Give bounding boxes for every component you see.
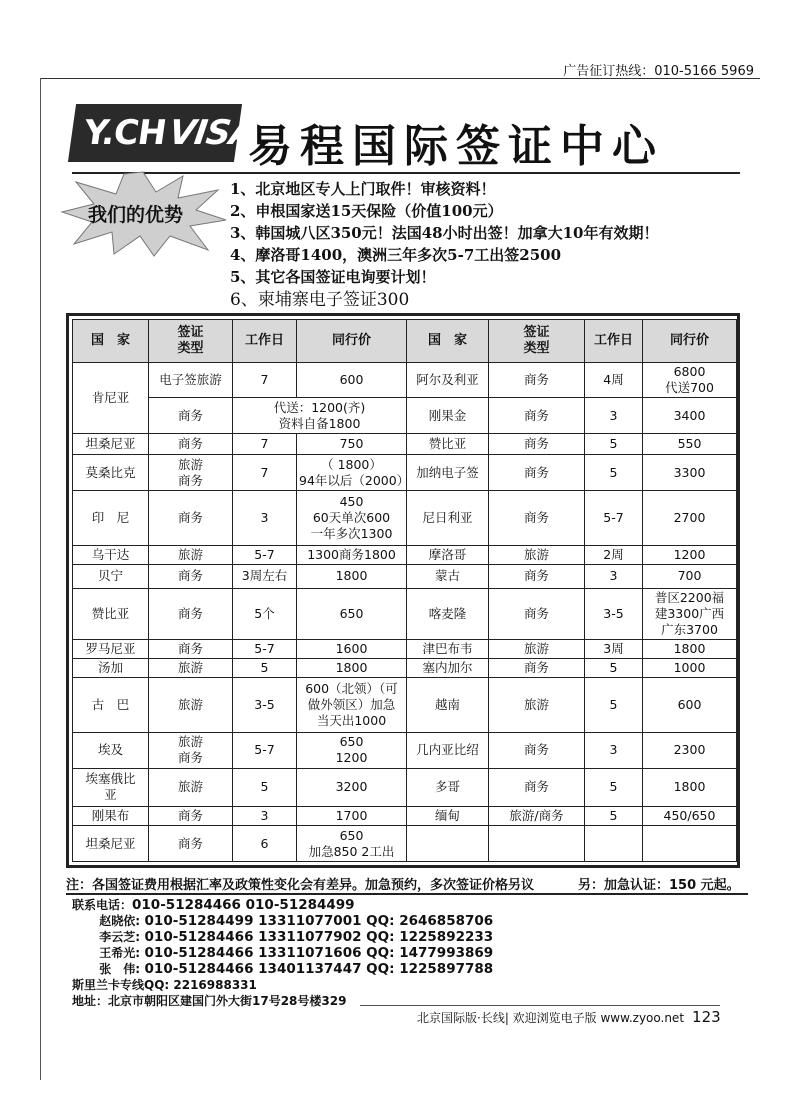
workdays-cell: 5-7 — [585, 490, 643, 545]
workdays-cell — [585, 826, 643, 862]
country-cell: 多哥 — [407, 768, 489, 807]
country-cell: 刚果布 — [73, 807, 149, 826]
visa-type-cell: 商务 — [489, 455, 585, 490]
workdays-cell: 3周左右 — [233, 564, 297, 588]
workdays-cell: 6 — [233, 826, 297, 862]
country-cell: 印 尼 — [73, 490, 149, 545]
visa-type-cell: 旅游 商务 — [149, 455, 233, 490]
logo-visa: VISA — [166, 113, 258, 153]
contact-block — [72, 896, 493, 1008]
table-header-row — [73, 320, 737, 363]
country-cell: 越南 — [407, 678, 489, 733]
price-cell: 1700 — [297, 807, 407, 826]
country-cell: 塞内加尔 — [407, 659, 489, 678]
visa-type-cell: 商务 — [149, 398, 233, 433]
note-rule — [66, 893, 748, 895]
header-country: 国 家 — [73, 320, 149, 363]
workdays-cell: 5-7 — [233, 545, 297, 564]
workdays-cell: 7 — [233, 455, 297, 490]
table-row — [73, 678, 737, 733]
country-cell: 莫桑比克 — [73, 455, 149, 490]
price-note — [66, 874, 740, 893]
price-cell: 700 — [643, 564, 737, 588]
price-cell: 1000 — [643, 659, 737, 678]
price-cell: 普区2200福 建3300广西 广东3700 — [643, 589, 737, 640]
workdays-cell: 5 — [585, 768, 643, 807]
contact-phone — [72, 896, 493, 912]
price-cell: 代送：1200(齐) 资料自备1800 — [233, 398, 407, 433]
price-cell: 1800 — [297, 564, 407, 588]
price-cell: 1800 — [297, 659, 407, 678]
footer-text: 北京国际版·长线| 欢迎浏览电子版 www.zyoo.net — [417, 1011, 685, 1025]
country-cell: 埃及 — [73, 733, 149, 768]
visa-type-cell: 旅游 — [489, 678, 585, 733]
visa-type-cell: 商务 — [489, 363, 585, 398]
visa-type-cell — [489, 826, 585, 862]
visa-type-cell: 商务 — [149, 639, 233, 658]
price-cell: 600 — [643, 678, 737, 733]
header-price: 同行价 — [297, 320, 407, 363]
country-cell: 阿尔及利亚 — [407, 363, 489, 398]
country-cell: 喀麦隆 — [407, 589, 489, 640]
header-workdays: 工作日 — [585, 320, 643, 363]
table-row — [73, 733, 737, 768]
workdays-cell: 2周 — [585, 545, 643, 564]
country-cell: 津巴布韦 — [407, 639, 489, 658]
ad-hotline: 广告征订热线：010-5166 5969 — [563, 64, 754, 79]
visa-type-cell: 旅游 — [149, 768, 233, 807]
table-row — [73, 455, 737, 490]
logo — [68, 104, 258, 162]
advantage-item: 3、韩国城八区350元！法国48小时出签！加拿大10年有效期！ — [230, 224, 659, 242]
price-cell: 600（北领）（可 做外领区）加急 当天出1000 — [297, 678, 407, 733]
country-cell: 摩洛哥 — [407, 545, 489, 564]
table-row — [73, 433, 737, 454]
workdays-cell: 5个 — [233, 589, 297, 640]
workdays-cell: 5-7 — [233, 733, 297, 768]
header-visa-type: 签证 类型 — [489, 320, 585, 363]
workdays-cell: 3-5 — [233, 678, 297, 733]
visa-type-cell: 旅游/商务 — [489, 807, 585, 826]
contact-info: 010-51284499 13311077001 QQ: 2646858706 — [144, 913, 494, 929]
country-cell: 尼日利亚 — [407, 490, 489, 545]
visa-type-cell: 旅游 — [149, 545, 233, 564]
phone-label: 联系电话： — [72, 898, 133, 912]
country-cell: 埃塞俄比 亚 — [73, 768, 149, 807]
workdays-cell: 7 — [233, 363, 297, 398]
note-extra: 另：加急认证：150 元起。 — [578, 878, 740, 893]
price-cell: 1600 — [297, 639, 407, 658]
badge-label: 我们的优势 — [88, 204, 184, 226]
table-row — [73, 363, 737, 398]
country-cell: 蒙古 — [407, 564, 489, 588]
visa-type-cell: 商务 — [489, 398, 585, 433]
contact-name: 王希光: — [99, 946, 140, 960]
logo-text: Y.CH — [81, 113, 169, 153]
workdays-cell: 4周 — [585, 363, 643, 398]
table-row — [73, 659, 737, 678]
contact-info: 010-51284466 13311077902 QQ: 1225892233 — [144, 929, 494, 945]
price-cell: 6800 代送700 — [643, 363, 737, 398]
workdays-cell: 3周 — [585, 639, 643, 658]
workdays-cell: 5 — [233, 768, 297, 807]
table-row — [73, 639, 737, 658]
advantage-badge — [58, 170, 228, 258]
country-cell: 赞比亚 — [73, 589, 149, 640]
workdays-cell: 7 — [233, 433, 297, 454]
visa-type-cell: 商务 — [149, 589, 233, 640]
price-cell — [643, 826, 737, 862]
price-cell: 750 — [297, 433, 407, 454]
header-price: 同行价 — [643, 320, 737, 363]
visa-type-cell: 旅游 — [489, 639, 585, 658]
table-row — [73, 490, 737, 545]
workdays-cell: 3-5 — [585, 589, 643, 640]
visa-type-cell: 商务 — [489, 433, 585, 454]
advantage-item: 6、柬埔寨电子签证300 — [230, 290, 410, 310]
country-cell: 缅甸 — [407, 807, 489, 826]
price-cell: 450/650 — [643, 807, 737, 826]
country-cell: 罗马尼亚 — [73, 639, 149, 658]
visa-type-cell: 商务 — [489, 768, 585, 807]
contact-person — [72, 944, 493, 960]
workdays-cell: 5 — [585, 659, 643, 678]
advantage-item: 5、其它各国签证电询要计划！ — [230, 268, 436, 286]
visa-type-cell: 旅游 商务 — [149, 733, 233, 768]
visa-type-cell: 商务 — [149, 564, 233, 588]
contact-person — [72, 960, 493, 976]
workdays-cell: 5 — [585, 807, 643, 826]
country-cell: 乌干达 — [73, 545, 149, 564]
workdays-cell: 3 — [585, 398, 643, 433]
visa-type-cell: 商务 — [149, 807, 233, 826]
header-country: 国 家 — [407, 320, 489, 363]
srilanka-line: 斯里兰卡专线QQ: 2216988331 — [72, 978, 257, 992]
contact-info: 010-51284466 13311071606 QQ: 1477993869 — [144, 945, 494, 961]
table-row — [73, 545, 737, 564]
contact-person — [72, 928, 493, 944]
page-footer — [417, 1008, 721, 1026]
visa-type-cell: 电子签旅游 — [149, 363, 233, 398]
footer-rule — [360, 1005, 720, 1006]
price-cell: 650 1200 — [297, 733, 407, 768]
table-row — [73, 768, 737, 807]
price-cell: 1200 — [643, 545, 737, 564]
workdays-cell: 3 — [585, 564, 643, 588]
advantages-list — [230, 178, 659, 312]
visa-type-cell: 旅游 — [489, 545, 585, 564]
price-cell: 3400 — [643, 398, 737, 433]
address-line: 地址：北京市朝阳区建国门外大街17号28号楼329 — [72, 994, 347, 1008]
top-rule — [40, 78, 760, 79]
country-cell: 几内亚比绍 — [407, 733, 489, 768]
visa-type-cell: 商务 — [149, 433, 233, 454]
country-cell: 汤加 — [73, 659, 149, 678]
country-cell: 赞比亚 — [407, 433, 489, 454]
price-cell: 1800 — [643, 639, 737, 658]
header-visa-type: 签证 类型 — [149, 320, 233, 363]
country-cell: 肯尼亚 — [73, 363, 149, 434]
visa-type-cell: 商务 — [489, 490, 585, 545]
workdays-cell: 5 — [585, 433, 643, 454]
note-text: 注：各国签证费用根据汇率及政策性变化会有差异。加急预约，多次签证价格另议 — [66, 878, 535, 893]
contact-name: 张 伟: — [99, 962, 140, 976]
country-cell — [407, 826, 489, 862]
workdays-cell: 5-7 — [233, 639, 297, 658]
workdays-cell: 3 — [233, 490, 297, 545]
table-row — [73, 398, 737, 433]
country-cell: 贝宁 — [73, 564, 149, 588]
contact-info: 010-51284466 13401137447 QQ: 1225897788 — [144, 961, 494, 977]
table-row — [73, 826, 737, 862]
visa-price-table — [66, 313, 740, 868]
table-row — [73, 564, 737, 588]
workdays-cell: 5 — [585, 455, 643, 490]
price-cell: 3200 — [297, 768, 407, 807]
country-cell: 刚果金 — [407, 398, 489, 433]
workdays-cell: 5 — [233, 659, 297, 678]
visa-type-cell: 旅游 — [149, 659, 233, 678]
price-cell: 450 60天单次600 一年多次1300 — [297, 490, 407, 545]
visa-type-cell: 商务 — [489, 659, 585, 678]
header-workdays: 工作日 — [233, 320, 297, 363]
contact-name: 李云芝: — [99, 930, 140, 944]
country-cell: 坦桑尼亚 — [73, 826, 149, 862]
price-cell: 1800 — [643, 768, 737, 807]
visa-type-cell: 商务 — [489, 589, 585, 640]
contact-name: 赵晓依: — [99, 914, 140, 928]
price-cell: 600 — [297, 363, 407, 398]
workdays-cell: 3 — [233, 807, 297, 826]
phone-numbers: 010-51284466 010-51284499 — [132, 897, 355, 913]
left-rule — [40, 78, 41, 1080]
advantage-item: 1、北京地区专人上门取件！审核资料！ — [230, 180, 496, 198]
country-cell: 加纳电子签 — [407, 455, 489, 490]
visa-type-cell: 商务 — [489, 564, 585, 588]
workdays-cell: 5 — [585, 678, 643, 733]
visa-type-cell: 商务 — [489, 733, 585, 768]
visa-type-cell: 商务 — [149, 826, 233, 862]
price-cell: 3300 — [643, 455, 737, 490]
workdays-cell: 3 — [585, 733, 643, 768]
price-cell: 2700 — [643, 490, 737, 545]
advantage-item: 2、申根国家送15天保险（价值100元） — [230, 202, 503, 220]
price-cell: 550 — [643, 433, 737, 454]
price-cell: 1300商务1800 — [297, 545, 407, 564]
contact-person — [72, 912, 493, 928]
price-cell: 2300 — [643, 733, 737, 768]
page-title: 易程国际签证中心 — [248, 121, 664, 172]
visa-type-cell: 旅游 — [149, 678, 233, 733]
table-row — [73, 807, 737, 826]
visa-type-cell: 商务 — [149, 490, 233, 545]
country-cell: 坦桑尼亚 — [73, 433, 149, 454]
table-row — [73, 589, 737, 640]
price-cell: 650 — [297, 589, 407, 640]
page-number: 123 — [692, 1008, 721, 1026]
country-cell: 古 巴 — [73, 678, 149, 733]
price-cell: （ 1800） 94年以后（2000） — [297, 455, 407, 490]
advantage-item: 4、摩洛哥1400，澳洲三年多次5-7工出签2500 — [230, 246, 562, 264]
price-cell: 650 加急850 2工出 — [297, 826, 407, 862]
